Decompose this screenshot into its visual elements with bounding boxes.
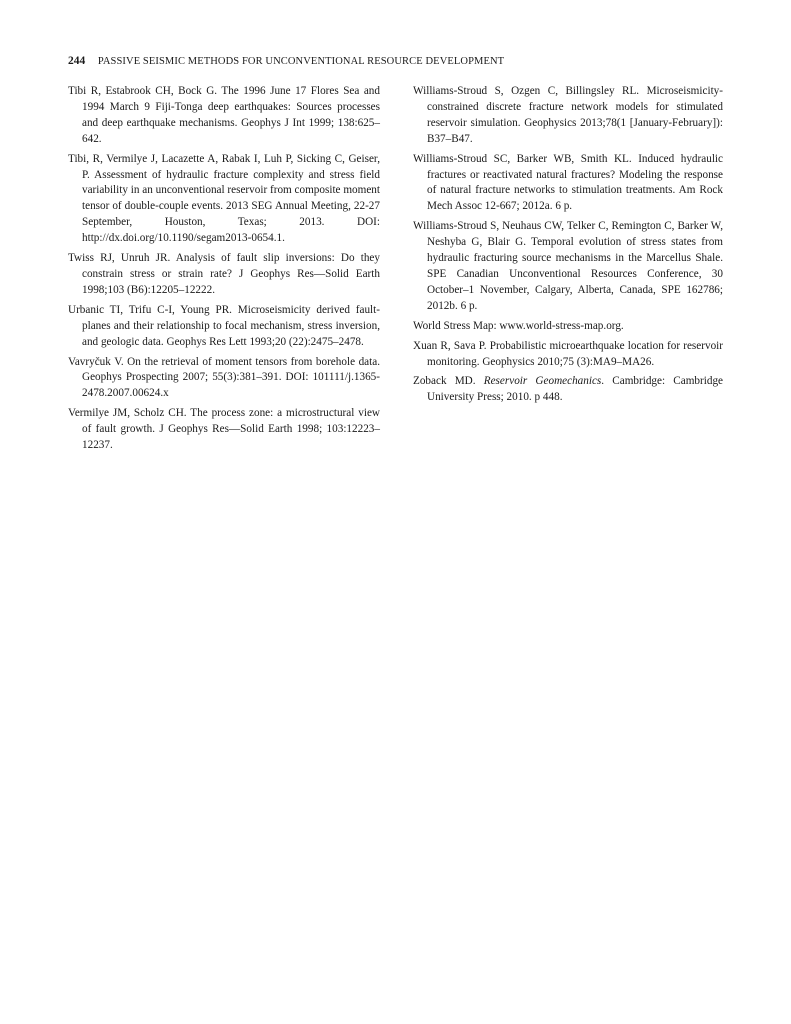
reference-entry: Williams-Stroud S, Neuhaus CW, Telker C, Remington C, Barker W, Neshyba G, Blair G. Temporal evolution of stress states from hydraulic fracturing source mechanisms in the Marcellus Shale. SPE Canadian Unconventional Resources Conference, 30 October–1 November, Calgary, Alberta, Canada, SPE 162786; 2012b. 6 p. [413, 220, 723, 312]
reference-entry: Twiss RJ, Unruh JR. Analysis of fault slip inversions: Do they constrain stress or strain rate? J Geophys Res—Solid Earth 1998;103 (B6):12205–12222. [68, 252, 380, 296]
reference-entry: Vermilye JM, Scholz CH. The process zone: a microstructural view of fault growth. J Geophys Res—Solid Earth 1998; 103:12223–12237. [68, 407, 380, 452]
reference-entry: Urbanic TI, Trifu C-I, Young PR. Microseismicity derived fault-planes and their relationship to focal mechanism, stress inversion, and geologic data. Geophys Res Lett 1993;20 (22):2475–2478. [68, 303, 380, 348]
reference-entry: World Stress Map: www.world-stress-map.org. [413, 319, 624, 332]
running-head [68, 55, 728, 71]
reference-entry: Williams-Stroud S, Ozgen C, Billingsley RL. Microseismicity-constrained discrete fracture network models for stimulated reservoir simulation. Geophysics 2013;78(1 [January-February]): B37–B47. [413, 85, 723, 145]
reference-authors: Zoback MD. [413, 375, 484, 388]
reference-entry: Xuan R, Sava P. Probabilistic microearthquake location for reservoir monitoring. Geophysics 2010;75 (3):MA9–MA26. [413, 339, 723, 368]
reference-entry: Vavryčuk V. On the retrieval of moment tensors from borehole data. Geophys Prospecting 2007; 55(3):381–391. DOI: 101111/j.1365-2478.2007.00624.x [68, 355, 380, 400]
reference-entry: Tibi R, Estabrook CH, Bock G. The 1996 June 17 Flores Sea and 1994 March 9 Fiji-Tonga deep earthquakes: Sources processes and deep earthquake mechanisms. Geophys J Int 1999; 138:625–642. [68, 85, 380, 145]
reference-entry: Tibi, R, Vermilye J, Lacazette A, Rabak I, Luh P, Sicking C, Geiser, P. Assessment of hydraulic fracture complexity and stress field variability in an unconventional reservoir from composite moment tensor of double-couple events. 2013 SEG Annual Meeting, 22-27 September, Houston, Texas; 2013. DOI: http://dx.doi.org/10.1190/segam2013-0654.1. [68, 152, 380, 245]
reference-book-title: Reservoir Geomechanics [483, 375, 602, 388]
reference-entry [413, 374, 723, 406]
page-number: 244 [68, 55, 86, 67]
references-column-right [413, 84, 723, 410]
reference-entry: Williams-Stroud SC, Barker WB, Smith KL. Induced hydraulic fractures or reactivated natural fractures? Modeling the response of natural fracture networks to stimulation treatments. Am Rock Mech Assoc 12-667; 2012a. 6 p. [413, 152, 723, 213]
reference-publisher: . Cambridge: Cambridge University Press; 2010. p 448. [427, 375, 723, 404]
running-title: PASSIVE SEISMIC METHODS FOR UNCONVENTIONAL RESOURCE DEVELOPMENT [97, 56, 505, 67]
references-column-left [68, 84, 380, 458]
